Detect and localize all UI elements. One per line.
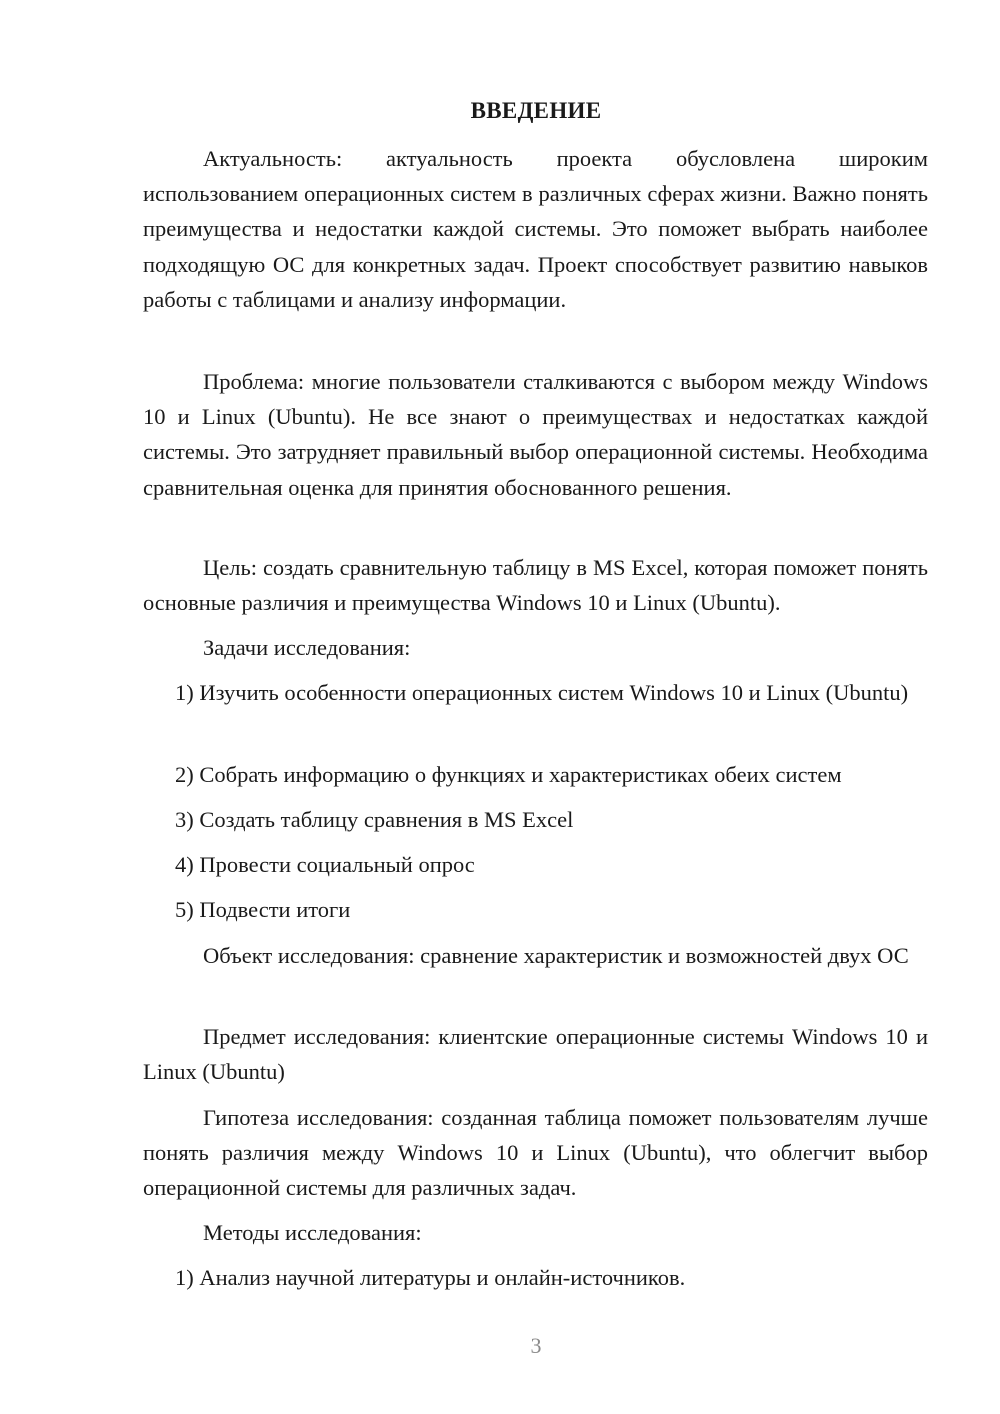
task-item-1: 1) Изучить особенности операционных систем Windows 10 и Linux (Ubuntu) bbox=[175, 680, 909, 705]
paragraph-subject: Предмет исследования: клиентские операционные системы Windows 10 и Linux (Ubuntu) bbox=[143, 1024, 928, 1085]
paragraph-goal: Цель: создать сравнительную таблицу в MS Excel, которая поможет понять основные различия и преимущества Windows 10 и Linux (Ubuntu). bbox=[143, 555, 928, 616]
task-item-5: 5) Подвести итоги bbox=[175, 897, 351, 922]
task-item-3: 3) Создать таблицу сравнения в MS Excel bbox=[175, 807, 574, 832]
paragraph-hypothesis: Гипотеза исследования: созданная таблица поможет пользователям лучше понять различия между Windows 10 и Linux (Ubuntu), что облегчит выбор операционной системы для различных задач. bbox=[143, 1105, 928, 1201]
page-title: ВВЕДЕНИЕ bbox=[470, 98, 602, 123]
tasks-title: Задачи исследования: bbox=[203, 635, 411, 660]
page-number: 3 bbox=[530, 1333, 542, 1358]
task-item-2: 2) Собрать информацию о функциях и характеристиках обеих систем bbox=[175, 762, 842, 787]
paragraph-relevance: Актуальность: актуальность проекта обусловлена широким использованием операционных систем в различных сферах жизни. Важно понять преимущества и недостатки каждой системы. Это поможет выбрать наиболее подходящую ОС для конкретных задач. Проект способствует развитию навыков работы с таблицами и анализу информации. bbox=[143, 146, 928, 312]
paragraph-object: Объект исследования: сравнение характеристик и возможностей двух ОС bbox=[203, 943, 909, 968]
paragraph-problem: Проблема: многие пользователи сталкиваются с выбором между Windows 10 и Linux (Ubuntu). Не все знают о преимуществах и недостатках каждой системы. Это затрудняет правильный выбор операционной системы. Необходима сравнительная оценка для принятия обоснованного решения. bbox=[143, 369, 928, 500]
task-item-4: 4) Провести социальный опрос bbox=[175, 852, 475, 877]
method-item-1: 1) Анализ научной литературы и онлайн-источников. bbox=[175, 1265, 686, 1290]
methods-title: Методы исследования: bbox=[203, 1220, 422, 1245]
